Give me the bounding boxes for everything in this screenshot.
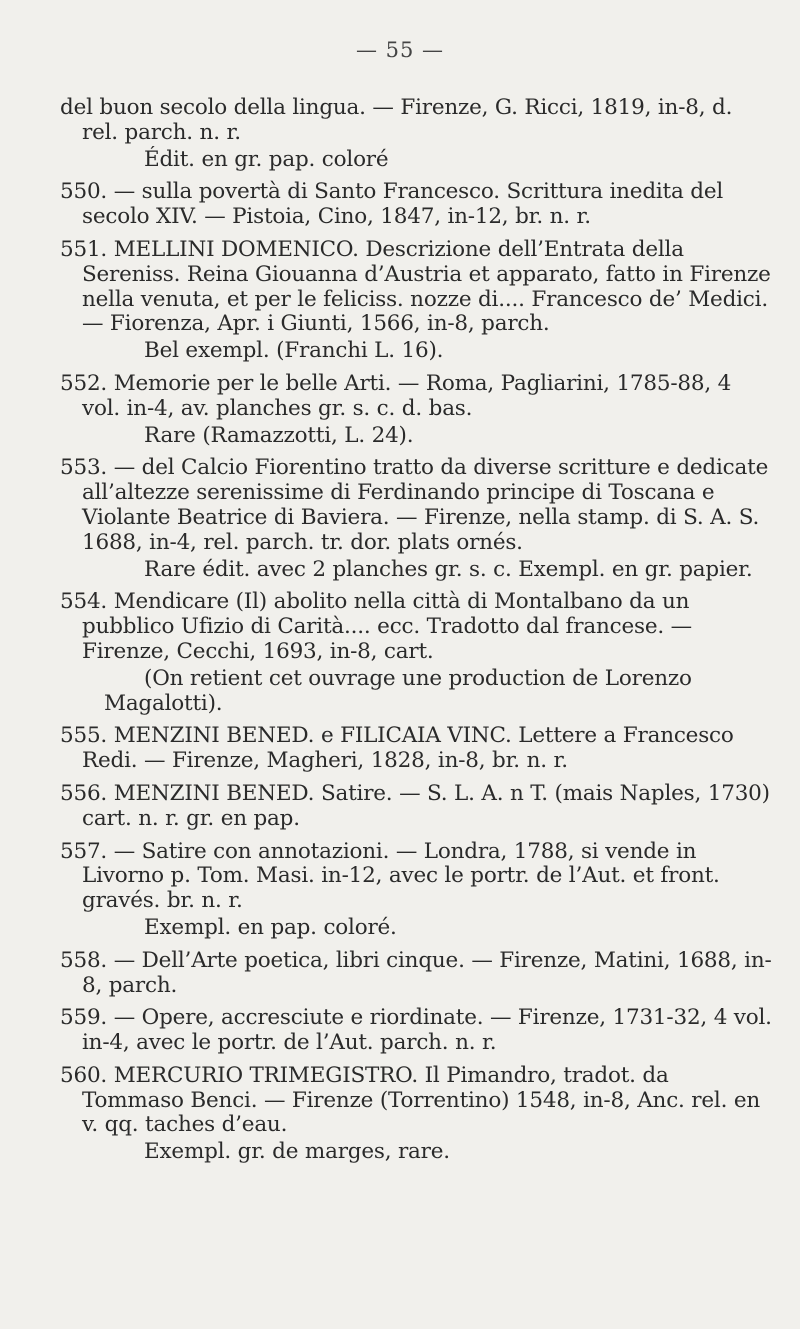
entry-551 (60, 238, 772, 364)
entry-553 (60, 456, 772, 582)
entry-text: 557. — Satire con annotazioni. — Londra, 1788, si vende in Livorno p. Tom. Masi. in-12, avec le portr. de l’Aut. et front. gravés. br. n. r. (60, 838, 720, 914)
entry-555 (60, 724, 772, 774)
entry-note: Rare (Ramazzotti, L. 24). (144, 422, 414, 448)
entry-556 (60, 782, 772, 832)
entry-560 (60, 1064, 772, 1165)
entry-text: 559. — Opere, accresciute e riordinate. — Firenze, 1731-32, 4 vol. in-4, avec le portr. de l’Aut. parch. n. r. (60, 1005, 772, 1056)
entry-note: (On retient cet ouvrage une production de Lorenzo Magalotti). (104, 665, 692, 716)
entry-552 (60, 372, 772, 448)
entry-559 (60, 1006, 772, 1056)
entry-text: 551. MELLINI DOMENICO. Descrizione dell’Entrata della Sereniss. Reina Giouanna d’Austria et apparato, fatto in Firenze nella venuta, et per le feliciss. nozze di.... Francesco de’ Medici. — Fiorenza, Apr. i Giunti, 1566, in-8, parch. (60, 236, 771, 337)
page-number: — 55 — (355, 38, 445, 62)
entry-557 (60, 840, 772, 941)
entry-continuation (60, 96, 772, 172)
entry-note: Exempl. en pap. coloré. (144, 914, 397, 940)
entry-text: 552. Memorie per le belle Arti. — Roma, Pagliarini, 1785-88, 4 vol. in-4, av. planches gr. s. c. d. bas. (60, 370, 732, 421)
catalogue-entries (60, 96, 772, 1173)
entry-554 (60, 590, 772, 716)
entry-text: 553. — del Calcio Fiorentino tratto da diverse scritture e dedicate all’altezze serenissime di Ferdinando principe di Toscana e Violante Beatrice di Baviera. — Firenze, nella stamp. di S. A. S. 1688, in-4, rel. parch. tr. dor. plats ornés. (60, 455, 769, 555)
entry-note: Édit. en gr. pap. coloré (144, 146, 389, 172)
entry-note: Exempl. gr. de marges, rare. (144, 1139, 450, 1165)
entry-text: 554. Mendicare (Il) abolito nella città di Montalbano da un pubblico Ufizio di Carità.... ecc. Tradotto dal francese. — Firenze, Cecchi, 1693, in-8, cart. (60, 589, 692, 664)
entry-text: del buon secolo della lingua. — Firenze, G. Ricci, 1819, in-8, d. rel. parch. n. r. (60, 95, 733, 145)
entry-text: 560. MERCURIO TRIMEGISTRO. Il Pimandro, tradot. da Tommaso Benci. — Firenze (Torrentino) 1548, in-8, Anc. rel. en v. qq. taches d’eau. (60, 1062, 761, 1138)
entry-note: Bel exempl. (Franchi L. 16). (144, 338, 444, 364)
entry-text: 558. — Dell’Arte poetica, libri cinque. — Firenze, Matini, 1688, in-8, parch. (60, 947, 772, 998)
entry-text: 555. MENZINI BENED. e FILICAIA VINC. Lettere a Francesco Redi. — Firenze, Magheri, 1828, in-8, br. n. r. (60, 723, 734, 774)
entry-text: 550. — sulla povertà di Santo Francesco. Scrittura inedita del secolo XIV. — Pistoia, Cino, 1847, in-12, br. n. r. (60, 179, 724, 230)
entry-text: 556. MENZINI BENED. Satire. — S. L. A. n T. (mais Naples, 1730) cart. n. r. gr. en pap. (60, 780, 770, 831)
entry-550 (60, 180, 772, 230)
entry-558 (60, 949, 772, 999)
entry-note: Rare édit. avec 2 planches gr. s. c. Exempl. en gr. papier. (144, 556, 753, 582)
